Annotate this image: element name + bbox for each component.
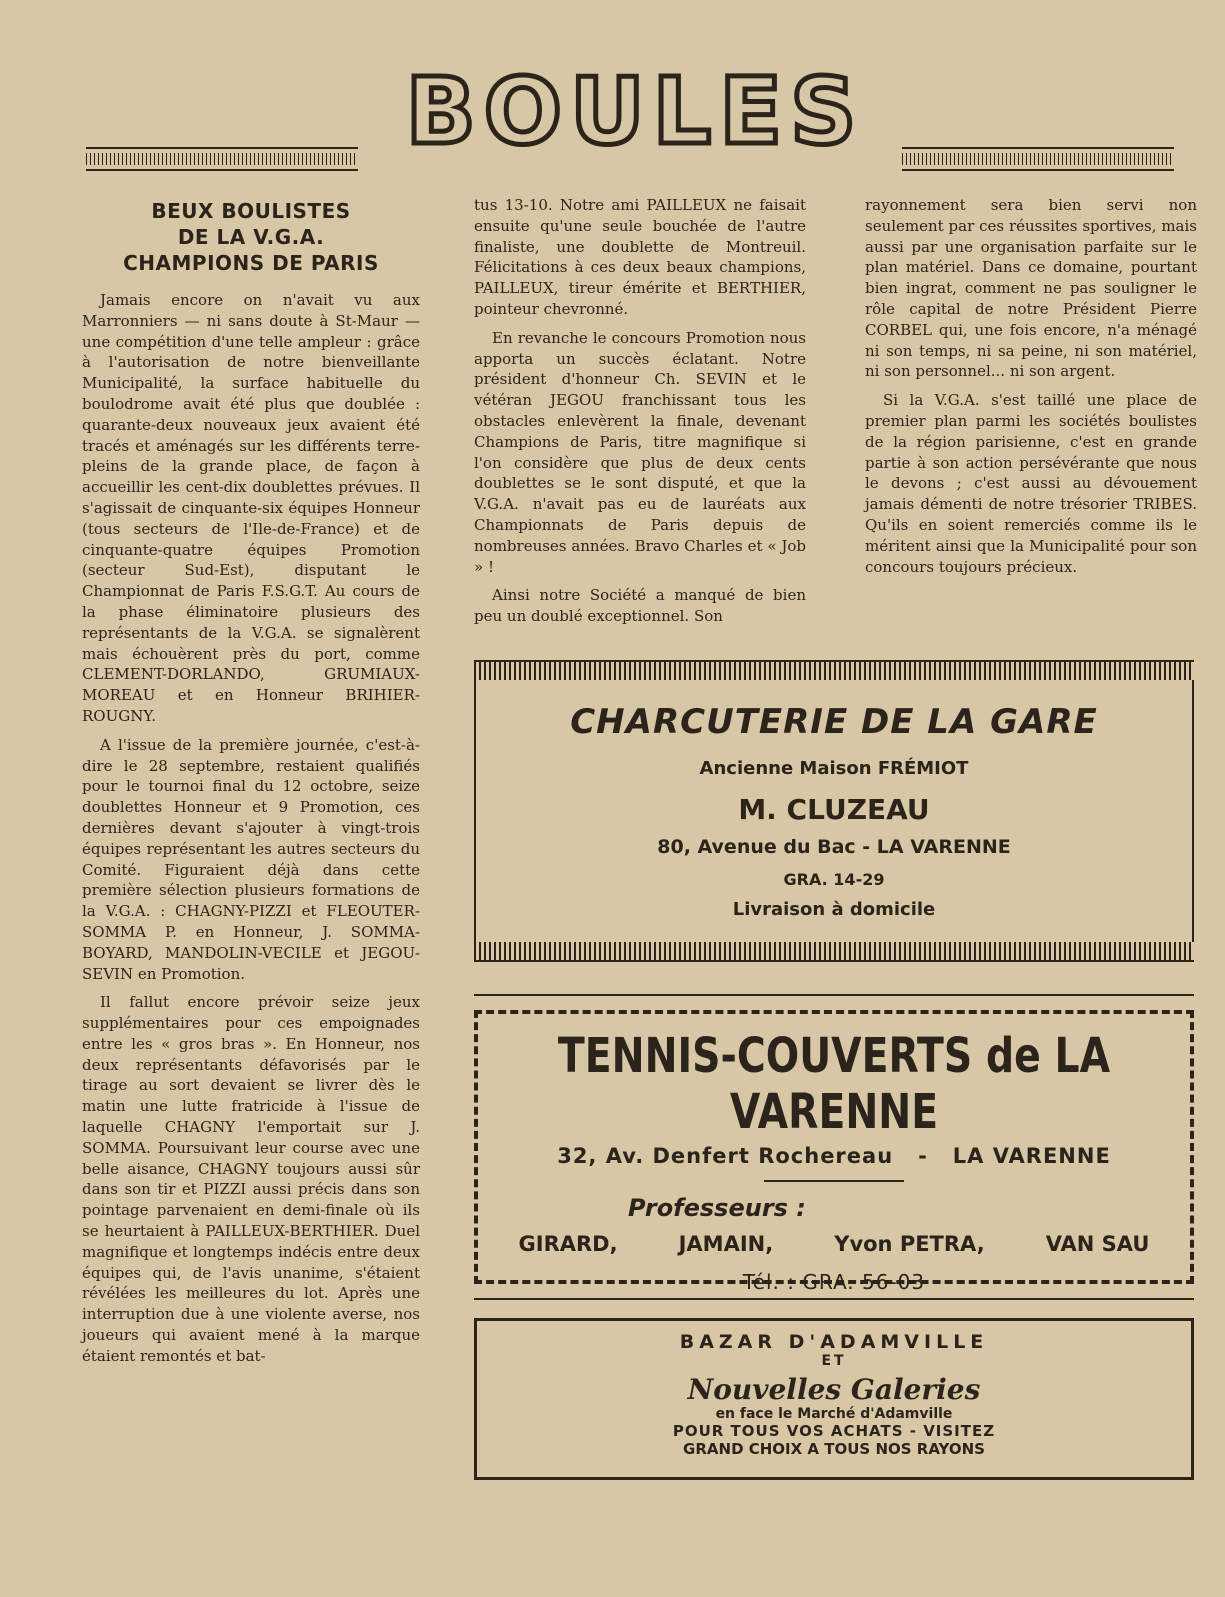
paragraph: A l'issue de la première journée, c'est-à-dire le 28 septembre, restaient qualifiés pour le tournoi final du 12 octobre, seize doublettes Honneur et 9 Promotion, ces dernières devant s'ajouter à vingt-trois équipes représentant les autres secteurs du Comité. Figuraient déjà dans cette première sélection plusieurs formations de la V.G.A. : CHAGNY-PIZZI et FLEOUTER-SOMMA P. en Honneur, J. SOMMA-BOYARD, MANDOLIN-VECILE et JEGOU-SEVIN en Promotion. xyxy=(82,735,420,983)
ad-border-bottom xyxy=(474,942,1194,962)
paragraph: rayonnement sera bien servi non seulement par ces réussites sportives, mais aussi par une organisation parfaite sur le plan matériel. Dans ce domaine, pourtant bien ingrat, comment ne pas souligner le rôle capital de notre Président Pierre CORBEL qui, une fois encore, n'a ménagé ni son temps, ni sa peine, ni son matériel, ni son personnel... ni son argent. xyxy=(865,196,1197,381)
ad-tennis-professeurs-label: Professeurs : xyxy=(628,1194,806,1222)
headline-line: DE LA V.G.A. xyxy=(177,225,325,249)
left-ornament-rule xyxy=(86,147,358,173)
ad-tennis-address xyxy=(478,1144,1190,1168)
ad-bazar-name: BAZAR D'ADAMVILLE xyxy=(679,1331,989,1353)
paragraph: Jamais encore on n'avait vu aux Marronniers — ni sans doute à St-Maur — une compétition d'une telle ampleur : grâce à l'autorisation de notre bienveillante Municipalité, la surface habituelle du boulodrome avait été plus que doublée : quarante-deux nouveaux jeux avaient été tracés et aménagés sur les différents terre-pleins de la grande place, de façon à accueillir les cent-dix doublettes prévues. Il s'agissait de cinquante-six équipes Honneur (tous secteurs de l'Ile-de-France) et de cinquante-quatre équipes Promotion (secteur Sud-Est), disputant le Championnat de Paris F.S.G.T. Au cours de la phase éliminatoire plusieurs des représentants de la V.G.A. se signalèrent mais échouèrent près du port, comme CLEMENT-DORLANDO, GRUMIAUX-MOREAU et en Honneur BRIHIER-ROUGNY. xyxy=(82,291,420,725)
ad-bazar-choice: GRAND CHOIX A TOUS NOS RAYONS xyxy=(683,1440,985,1458)
ad-charcuterie-owner: M. CLUZEAU xyxy=(738,793,930,826)
teacher-name: Yvon PETRA, xyxy=(834,1232,985,1256)
teacher-name: GIRARD, xyxy=(518,1232,618,1256)
teacher-name: JAMAIN, xyxy=(678,1232,774,1256)
paragraph: tus 13-10. Notre ami PAILLEUX ne faisait ensuite qu'une seule bouchée de l'autre finaliste, une doublette de Montreuil. Félicitations à ces deux beaux champions, PAILLEUX, tireur émérite et BERTHIER, pointeur chevronné. xyxy=(474,196,806,318)
ad-charcuterie xyxy=(474,660,1194,978)
ad-charcuterie-address: 80, Avenue du Bac - LA VARENNE xyxy=(657,836,1011,858)
ad-tennis-street: 32, Av. Denfert Rochereau xyxy=(557,1144,894,1168)
ad-charcuterie-delivery: Livraison à domicile xyxy=(732,899,936,920)
article-column-2 xyxy=(474,195,806,635)
ad-tennis-names xyxy=(478,1232,1190,1256)
ad-charcuterie-former: Ancienne Maison FRÉMIOT xyxy=(699,758,969,779)
ad-tennis-title: TENNIS-COUVERTS de LA VARENNE xyxy=(557,1028,1111,1140)
teacher-name: VAN SAU xyxy=(1045,1232,1150,1256)
ad-charcuterie-title: CHARCUTERIE DE LA GARE xyxy=(570,702,1098,742)
article-column-3 xyxy=(865,195,1197,585)
ad-bazar-location: en face le Marché d'Adamville xyxy=(715,1406,953,1422)
ad-tennis-separator xyxy=(764,1180,904,1182)
headline-line: BEUX BOULISTES xyxy=(151,199,351,223)
ad-bazar-et: ET xyxy=(821,1353,847,1369)
section-title: BOULES xyxy=(405,58,865,165)
paragraph: Si la V.G.A. s'est taillé une place de premier plan parmi les sociétés boulistes de la région parisienne, c'est en grande partie à son action persévérante que nous le devons ; c'est aussi au dévouement jamais démenti de notre trésorier TRIBES. Qu'ils en soient remerciés comme ils le méritent ainsi que la Municipalité pour son concours toujours précieux. xyxy=(865,391,1197,576)
headline-line: CHAMPIONS DE PARIS xyxy=(123,251,379,275)
paragraph: En revanche le concours Promotion nous apporta un succès éclatant. Notre président d'honneur Ch. SEVIN et le vétéran JEGOU franchissant tous les obstacles enlevèrent la finale, devenant Champions de Paris, titre magnifique si l'on considère que plus de deux cents doublettes se le sont disputé, et que la V.G.A. n'avait pas eu de lauréats aux Championnats de Paris depuis de nombreuses années. Bravo Charles et « Job » ! xyxy=(474,328,806,576)
ad-tennis-tel: Tél. : GRA. 56-03 xyxy=(742,1270,926,1294)
ad-bazar-script: Nouvelles Galeries xyxy=(687,1373,981,1406)
masthead xyxy=(0,55,1225,165)
ad-bazar-slogan: POUR TOUS VOS ACHATS - VISITEZ xyxy=(672,1422,996,1440)
paragraph: Ainsi notre Société a manqué de bien peu un doublé exceptionnel. Son xyxy=(474,586,806,626)
article-column-1 xyxy=(82,198,420,1375)
article-headline xyxy=(82,198,420,276)
ad-bazar xyxy=(474,1318,1194,1480)
ad-charcuterie-phone: GRA. 14-29 xyxy=(783,870,885,889)
paragraph: Il fallut encore prévoir seize jeux supplémentaires pour ces empoignades entre les « gros bras ». En Honneur, nos deux représentants défavorisés par le tirage au sort devaient se livrer dès le matin une lutte fratricide à l'issue de laquelle CHAGNY l'emportait sur J. SOMMA. Poursuivant leur course avec une belle aisance, CHAGNY toujours aussi sûr dans son tir et PIZZI aussi précis dans son pointage parvenaient en demi-finale où ils se heurtaient à PAILLEUX-BERTHIER. Duel magnifique et longtemps indécis entre deux équipes qui, de l'avis unanime, s'étaient révélées les meilleures du lot. Après une interruption due à une violente averse, nos joueurs qui avaient mené à la marque étaient remontés et bat- xyxy=(82,993,420,1365)
ad-border-top xyxy=(474,660,1194,680)
right-ornament-rule xyxy=(902,147,1174,173)
ad-tennis-town: LA VARENNE xyxy=(952,1144,1111,1168)
ad-tennis xyxy=(474,994,1194,1300)
ad-tennis-dash: - xyxy=(918,1144,928,1168)
